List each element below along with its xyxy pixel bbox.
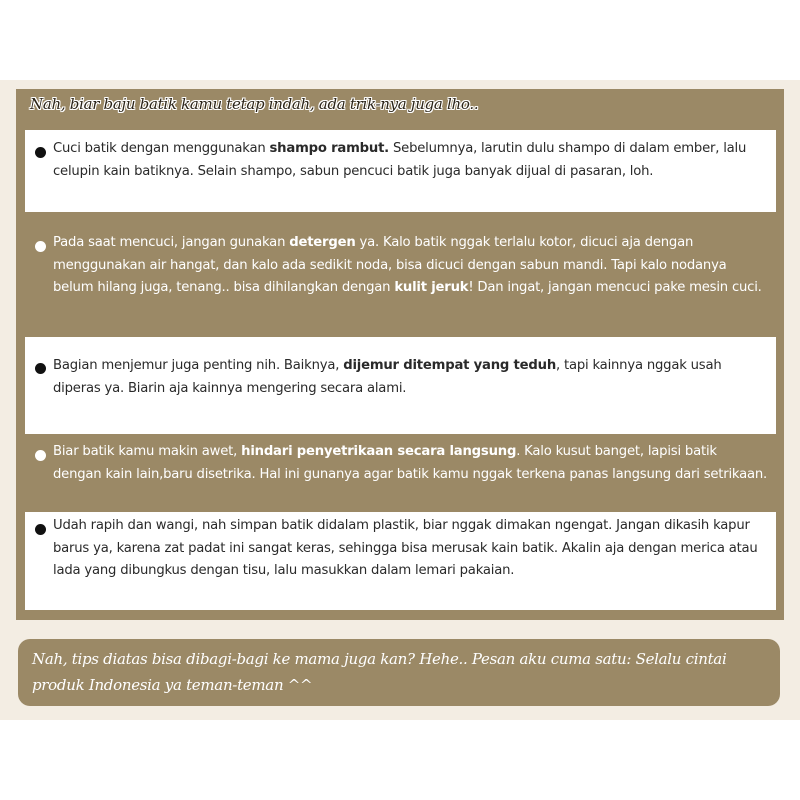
tip-text: Bagian menjemur juga penting nih. Baiknya, xyxy=(53,358,344,373)
footer-message: Nah, tips diatas bisa dibagi-bagi ke mama juga kan? Hehe.. Pesan aku cuma satu: Selalu cintai produk Indonesia ya teman-teman ^^ xyxy=(18,639,780,706)
tip-text: ya. Kalo batik nggak terlalu kotor, dicuci aja dengan menggunakan air hangat, dan kalo ada sedikit noda, bisa dicuci dengan sabun mandi. Tapi kalo nodanya belum hilang juga, tenang.. bisa dihilangkan dengan xyxy=(53,235,727,295)
bullet-icon xyxy=(35,363,46,374)
bullet-icon xyxy=(35,524,46,535)
bullet-icon xyxy=(35,241,46,252)
tip-highlight: kulit jeruk xyxy=(394,280,469,295)
tip-highlight: dijemur ditempat yang teduh xyxy=(343,358,557,373)
tips-panel xyxy=(16,89,784,620)
panel-title: Nah, biar baju batik kamu tetap indah, ada trik-nya juga lho.. xyxy=(30,95,479,113)
tip-highlight: detergen xyxy=(289,235,356,250)
tip-text: ! Dan ingat, jangan mencuci pake mesin cuci. xyxy=(468,280,762,295)
tip-text: , tapi kainnya nggak usah diperas ya. Biarin aja kainnya mengering secara alami. xyxy=(53,358,722,396)
tip-text: Cuci batik dengan menggunakan xyxy=(53,141,270,156)
tip-text: Sebelumnya, larutin dulu shampo di dalam ember, lalu celupin kain batiknya. Selain shampo, sabun pencuci batik juga banyak dijual di pasaran, loh. xyxy=(53,141,747,179)
bullet-icon xyxy=(35,147,46,158)
tip-item xyxy=(25,512,776,610)
tip-text: . Kalo kusut banget, lapisi batik dengan kain lain,baru disetrika. Hal ini gunanya agar batik kamu nggak terkena panas langsung dari setrikaan. xyxy=(53,444,768,482)
tip-text: Udah rapih dan wangi, nah simpan batik didalam plastik, biar nggak dimakan ngengat. Jangan dikasih kapur barus ya, karena zat padat ini sangat keras, sehingga bisa merusak kain batik. Akalin aja dengan merica atau lada yang dibungkus dengan tisu, lalu masukkan dalam lemari pakaian. xyxy=(53,518,758,578)
tip-item xyxy=(25,440,776,509)
tip-item xyxy=(25,230,776,322)
tip-item xyxy=(25,337,776,434)
tip-highlight: shampo rambut. xyxy=(269,141,389,156)
tip-text: Biar batik kamu makin awet, xyxy=(53,444,242,459)
tip-text: Pada saat mencuci, jangan gunakan xyxy=(53,235,290,250)
tip-highlight: hindari penyetrikaan secara langsung xyxy=(241,444,517,459)
tip-item xyxy=(25,130,776,212)
bullet-icon xyxy=(35,450,46,461)
